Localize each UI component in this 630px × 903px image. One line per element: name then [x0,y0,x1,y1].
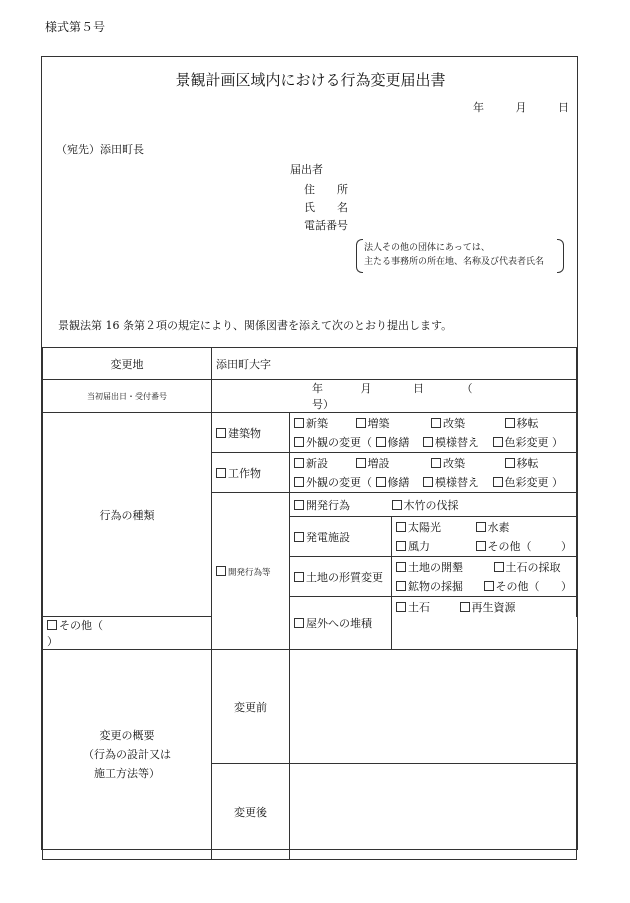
storage-cell[interactable] [290,597,392,650]
addressee: （宛先）添田町長 [56,143,144,156]
land-label: 土地の形質変更 [306,570,383,584]
submission-date [445,99,569,115]
structure-row2 [290,473,577,493]
corporate-note [356,239,564,273]
option-rebuild[interactable] [431,455,501,471]
option-relocation[interactable] [505,415,539,431]
checkbox[interactable] [396,562,406,572]
initial-row [43,380,577,413]
checkbox[interactable] [216,566,226,576]
checkbox[interactable] [460,602,470,612]
structure-cell[interactable] [212,453,290,493]
storage-row1 [392,597,577,617]
option-addition[interactable] [356,455,428,471]
building-cell[interactable] [212,413,290,453]
option-soil-stone[interactable] [396,599,456,615]
option-tree-felling[interactable] [392,497,459,513]
option-label: 修繕 [387,476,410,490]
power-row1 [392,517,577,537]
storage-row2 [43,617,212,650]
option-extension[interactable] [356,415,428,431]
building-label: 建築物 [228,426,261,440]
option-label: 開発行為 [306,498,350,512]
option-label: その他（ [495,580,540,594]
address-label: 住 所 [304,183,348,196]
date-month: 月 [515,101,527,114]
option-label: 改築 [443,456,465,470]
option-label: 模様替え [435,476,479,490]
option-label: 再生資源 [471,600,516,614]
checkbox[interactable] [423,437,433,447]
option-label: 増築 [367,416,390,430]
summary-label-line1: 変更の概要 [99,729,155,742]
option-label: その他（ [59,619,103,632]
checkbox[interactable] [216,428,226,438]
close-paren: ） [552,436,563,450]
close-paren: ） [561,540,572,554]
development-top-row [290,493,577,517]
checkbox[interactable] [47,620,57,630]
land-row1 [392,557,577,577]
checkbox[interactable] [294,477,304,487]
checkbox[interactable] [493,477,503,487]
checkbox[interactable] [476,522,486,532]
before-field[interactable] [290,650,577,764]
option-soil-extraction[interactable] [494,559,561,575]
option-development[interactable] [294,497,388,513]
option-label: 水素 [487,520,510,534]
option-label: 移転 [516,416,539,430]
option-label: 土地の開墾 [408,560,463,574]
statement: 景観法第 16 条第２項の規定により、関係図書を添えて次のとおり提出します。 [58,319,453,332]
checkbox[interactable] [216,468,226,478]
checkbox[interactable] [294,458,304,468]
before-label: 変更前 [212,650,290,764]
location-value[interactable]: 添田町大字 [212,348,577,380]
option-label: 新築 [306,416,328,430]
option-label: 増設 [367,456,390,470]
development-label: 開発行為等 [228,567,271,578]
option-relocation[interactable] [505,455,539,471]
option-rebuild[interactable] [431,415,501,431]
checkbox[interactable] [294,437,304,447]
initial-day: 日 [413,382,424,395]
development-cell[interactable] [212,493,290,650]
form-title: 景観計画区域内における行為変更届出書 [175,71,446,89]
structure-label: 工作物 [228,466,261,480]
option-label: 色彩変更 [504,476,549,490]
building-row2 [290,433,577,453]
corporate-note-line2: 主たる事務所の所在地、名称及び代表者氏名 [364,257,545,267]
date-day: 日 [558,101,569,114]
application-table [42,347,577,860]
power-cell[interactable] [290,517,392,557]
option-label: 風力 [408,540,430,554]
option-label: 模様替え [435,436,479,450]
land-cell[interactable] [290,557,392,597]
option-label: 修繕 [387,436,410,450]
checkbox[interactable] [484,581,494,591]
option-label: 土石の採取 [505,560,561,574]
checkbox[interactable] [476,541,486,551]
checkbox[interactable] [294,572,304,582]
checkbox[interactable] [505,418,515,428]
summary-label [43,650,212,860]
close-paren: ） [47,635,58,648]
location-label: 変更地 [43,348,212,380]
close-paren: ） [552,476,563,490]
building-row1 [290,413,577,433]
option-recycled-resources[interactable] [460,599,516,615]
phone-label: 電話番号 [304,219,348,232]
initial-value[interactable] [212,380,577,413]
checkbox[interactable] [294,418,304,428]
close-paren: ） [561,580,572,594]
option-other[interactable] [476,538,532,554]
initial-open: （ [461,382,473,395]
checkbox[interactable] [505,458,515,468]
option-new-build[interactable] [294,415,352,431]
checkbox[interactable] [294,618,304,628]
checkbox[interactable] [431,458,441,468]
option-new-install[interactable] [294,455,352,471]
checkbox[interactable] [356,458,366,468]
initial-number: 号） [312,398,334,411]
checkbox[interactable] [294,532,304,542]
checkbox[interactable] [376,437,386,447]
appearance-change-label: 外観の変更（ [306,476,372,490]
option-label: 太陽光 [408,520,441,534]
checkbox[interactable] [356,418,366,428]
land-row2 [392,577,577,597]
option-label: 鉱物の採掘 [408,580,463,594]
option-label: 色彩変更 [504,436,549,450]
after-label: 変更後 [212,764,290,860]
checkbox[interactable] [396,581,406,591]
checkbox[interactable] [294,500,304,510]
checkbox[interactable] [494,562,504,572]
checkbox[interactable] [392,500,402,510]
initial-label: 当初届出日・受付番号 [43,380,212,413]
appearance-change-label: 外観の変更（ [306,436,372,450]
power-label: 発電施設 [306,530,350,544]
location-row [43,348,577,380]
option-hydrogen[interactable] [476,519,510,535]
option-other[interactable] [484,578,540,594]
option-wind[interactable] [396,538,472,554]
checkbox[interactable] [423,477,433,487]
option-label: 新設 [306,456,328,470]
initial-year: 年 [312,382,323,395]
summary-label-line2: （行為の設計又は [83,748,171,761]
form-frame [41,56,578,850]
checkbox[interactable] [493,437,503,447]
corporate-note-line1: 法人その他の団体にあっては、 [364,243,490,253]
form-number: 様式第５号 [45,20,106,34]
after-field[interactable] [290,764,577,860]
option-label: 木竹の伐採 [403,498,459,512]
checkbox[interactable] [376,477,386,487]
option-label: 移転 [516,456,539,470]
option-label: 土石 [408,600,430,614]
storage-label: 屋外への堆積 [306,617,372,630]
act-type-label: 行為の種類 [43,413,212,617]
summary-label-line3: 施工方法等） [94,767,160,780]
option-other[interactable] [47,617,207,633]
checkbox[interactable] [396,541,406,551]
notifier-label: 届出者 [290,163,323,176]
checkbox[interactable] [396,522,406,532]
date-year: 年 [473,101,484,114]
name-label: 氏 名 [304,201,348,214]
option-label: その他（ [487,540,532,554]
option-label: 改築 [443,416,465,430]
option-solar[interactable] [396,519,472,535]
power-row2 [392,537,577,557]
initial-month: 月 [360,382,372,395]
checkbox[interactable] [431,418,441,428]
checkbox[interactable] [396,602,406,612]
option-mining[interactable] [396,578,480,594]
option-land-clearing[interactable] [396,559,490,575]
structure-row1 [290,453,577,473]
